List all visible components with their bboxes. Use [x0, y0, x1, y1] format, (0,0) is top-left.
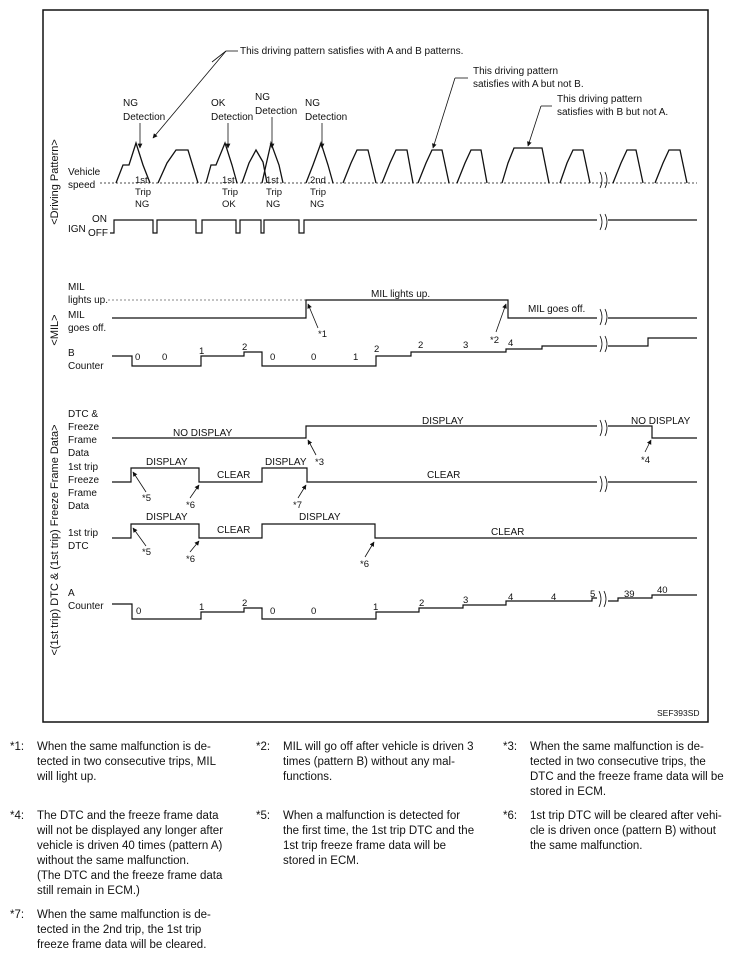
row-label-vehicle: Vehicle [68, 167, 101, 178]
break-marker-ign [600, 214, 607, 230]
row-label-trip-dtc-1: 1st trip [68, 528, 99, 539]
row-label-a-1: A [68, 588, 75, 599]
detection-3-line1: NG [255, 92, 270, 103]
a-value-5: 1 [373, 602, 379, 613]
trip-dtc-signal [112, 524, 697, 538]
break-marker-trip-freeze [600, 476, 607, 492]
row-label-b-1: B [68, 348, 75, 359]
footnote-5-text: When a malfunction is detected for the first time, the 1st trip DTC and the 1st trip freeze frame data will be stored in ECM. [283, 810, 475, 867]
footnote-1-number: *1: [10, 741, 25, 753]
row-label-dtc-2: Freeze [68, 422, 100, 433]
marker-5a: *5 [142, 493, 151, 504]
trip-dtc-display-1: DISPLAY [146, 512, 188, 523]
marker-6b-pointer [190, 541, 199, 552]
row-label-ign: IGN [68, 224, 86, 235]
footnote-2 [256, 740, 498, 785]
trip-3-line2: Trip [266, 187, 283, 198]
marker-6a-pointer [190, 485, 199, 498]
footnote-4 [10, 809, 250, 899]
row-label-mil-lights-1: MIL [68, 282, 85, 293]
footnote-6-number: *6: [503, 810, 518, 822]
marker-6c: *6 [360, 559, 369, 570]
b-value-4: 0 [270, 352, 276, 363]
detection-1-line1: NG [123, 98, 138, 109]
row-label-dtc-3: Frame [68, 435, 97, 446]
detection-1-line2: Detection [123, 112, 166, 123]
a-value-1: 1 [199, 602, 205, 613]
row-label-trip-freeze-2: Freeze [68, 475, 100, 486]
break-marker-mil [600, 309, 607, 325]
a-value-7: 3 [463, 595, 469, 606]
marker-6c-pointer [365, 542, 374, 557]
mil-lights-state: MIL lights up. [371, 289, 431, 300]
footnote-5 [256, 809, 498, 869]
footnote-7-number: *7: [10, 909, 25, 921]
mil-signal [112, 300, 697, 318]
row-label-speed: speed [68, 180, 96, 191]
ign-signal [110, 220, 697, 233]
dtc-no-display-state: NO DISPLAY [173, 428, 233, 439]
b-value-5: 0 [311, 352, 317, 363]
trip-2-line1: 1st [222, 175, 235, 186]
a-value-0: 0 [136, 606, 142, 617]
row-label-mil-off-1: MIL [68, 310, 85, 321]
footnote-2-number: *2: [256, 741, 271, 753]
trip-dtc-clear-2: CLEAR [491, 527, 525, 538]
marker-4: *4 [641, 455, 650, 466]
pointer-both-a [153, 51, 226, 138]
a-value-9: 4 [551, 592, 557, 603]
row-label-mil-lights-2: lights up. [68, 295, 109, 306]
pointer-both-b [212, 51, 226, 62]
b-value-6: 1 [353, 352, 359, 363]
ign-off-label: OFF [88, 228, 108, 239]
side-label-driving-pattern: <Driving Pattern> [49, 139, 61, 225]
marker-7: *7 [293, 500, 302, 511]
dtc-no-display-state-2: NO DISPLAY [631, 416, 691, 427]
trip-4-line3: NG [310, 199, 325, 210]
trip-3-line1: 1st [266, 175, 279, 186]
speed-pulse-10 [457, 150, 487, 183]
marker-5b: *5 [142, 547, 151, 558]
trip-dtc-clear-1: CLEAR [217, 525, 251, 536]
dtc-display-state: DISPLAY [422, 416, 464, 427]
speed-pulse-12 [560, 150, 590, 183]
footnote-3 [503, 740, 748, 800]
footnote-2-text: MIL will go off after vehicle is driven 3 times (pattern B) without any mal- functions. [283, 741, 474, 783]
trip-4-line2: Trip [310, 187, 327, 198]
trip-freeze-signal [112, 468, 697, 482]
footnote-1 [10, 740, 250, 785]
trip-1-line2: Trip [135, 187, 152, 198]
detection-2-line1: OK [211, 98, 226, 109]
speed-pulse-2 [158, 150, 198, 183]
marker-1-pointer [308, 304, 318, 328]
footnote-6 [503, 809, 748, 854]
speed-pulse-8 [382, 150, 413, 183]
b-value-9: 3 [463, 340, 469, 351]
note-b-not-a-1: This driving pattern [557, 94, 643, 105]
trip-2-line2: Trip [222, 187, 239, 198]
break-marker-a [599, 591, 606, 607]
figure-code: SEF393SD [657, 708, 700, 718]
note-both-patterns: This driving pattern satisfies with A and B patterns. [240, 46, 464, 57]
speed-pulse-14 [655, 150, 687, 183]
footnote-4-text: The DTC and the freeze frame data will not be displayed any longer after vehicle is driven 40 times (pattern A) without the same malfunction. (The DTC and the freeze frame data still remain in ECM.) [37, 810, 224, 897]
trip-freeze-display-1: DISPLAY [146, 457, 188, 468]
b-value-8: 2 [418, 340, 424, 351]
b-value-3: 2 [242, 342, 248, 353]
footnote-7-text: When the same malfunction is de- tected in the 2nd trip, the 1st trip freeze frame data will be cleared. [37, 909, 211, 951]
footnote-3-number: *3: [503, 741, 518, 753]
trip-1-line1: 1st [135, 175, 148, 186]
trip-freeze-display-2: DISPLAY [265, 457, 307, 468]
footnote-1-text: When the same malfunction is de- tected in two consecutive trips, MIL will light up. [37, 741, 216, 783]
marker-6b: *6 [186, 554, 195, 565]
row-label-mil-off-2: goes off. [68, 323, 107, 334]
detection-3-line2: Detection [255, 106, 298, 117]
speed-pulse-9 [418, 150, 449, 183]
side-label-freeze-frame: <(1st trip) DTC & (1st trip) Freeze Frame Data> [49, 424, 61, 656]
break-marker-speed [600, 172, 607, 188]
side-label-mil: <MIL> [49, 314, 61, 346]
note-a-not-b-1: This driving pattern [473, 66, 559, 77]
marker-6a: *6 [186, 500, 195, 511]
footnote-6-text: 1st trip DTC will be cleared after vehi- cle is driven once (pattern B) without the same malfunction. [530, 810, 722, 852]
break-marker-b [600, 336, 607, 352]
trip-4-line1: 2nd [310, 175, 326, 186]
mil-goes-off-state: MIL goes off. [528, 304, 586, 315]
row-label-trip-freeze-1: 1st trip [68, 462, 99, 473]
footnote-3-text: When the same malfunction is de- tected in two consecutive trips, the DTC and the freeze frame data will be stored in ECM. [530, 741, 724, 798]
trip-freeze-clear-2: CLEAR [427, 470, 461, 481]
speed-pulse-13 [613, 150, 643, 183]
footnote-7 [10, 908, 250, 953]
row-label-trip-freeze-3: Frame [68, 488, 97, 499]
b-value-2: 1 [199, 346, 205, 357]
marker-3-pointer [308, 440, 316, 455]
detection-4-line2: Detection [305, 112, 348, 123]
detection-4-line1: NG [305, 98, 320, 109]
note-b-not-a-2: satisfies with B but not A. [557, 107, 669, 118]
marker-2-pointer [496, 304, 506, 332]
a-value-2: 2 [242, 598, 248, 609]
marker-1: *1 [318, 329, 327, 340]
b-value-7: 2 [374, 344, 380, 355]
marker-5a-pointer [133, 472, 146, 492]
break-marker-dtc [600, 420, 607, 436]
ign-on-label: ON [92, 214, 107, 225]
pointer-b-not-a-arrow [528, 106, 541, 146]
marker-3: *3 [315, 457, 324, 468]
note-a-not-b-2: satisfies with A but not B. [473, 79, 584, 90]
marker-4-pointer [645, 440, 651, 452]
a-value-10: 5 [590, 589, 596, 600]
a-value-4: 0 [311, 606, 317, 617]
detection-2-line2: Detection [211, 112, 254, 123]
trip-freeze-clear-1: CLEAR [217, 470, 251, 481]
row-label-dtc-1: DTC & [68, 409, 98, 420]
row-label-a-2: Counter [68, 601, 104, 612]
footnote-5-number: *5: [256, 810, 271, 822]
a-value-8: 4 [508, 592, 514, 603]
a-value-12: 40 [657, 585, 668, 596]
trip-2-line3: OK [222, 199, 236, 210]
footnote-4-number: *4: [10, 810, 25, 822]
marker-2: *2 [490, 335, 499, 346]
a-value-6: 2 [419, 598, 425, 609]
trip-3-line3: NG [266, 199, 281, 210]
row-label-trip-dtc-2: DTC [68, 541, 89, 552]
speed-pulse-11 [502, 148, 549, 183]
row-label-dtc-4: Data [68, 448, 90, 459]
speed-pulse-7 [343, 150, 376, 183]
marker-7-pointer [298, 485, 306, 498]
a-value-3: 0 [270, 606, 276, 617]
row-label-trip-freeze-4: Data [68, 501, 90, 512]
marker-5b-pointer [133, 528, 146, 546]
b-value-10: 4 [508, 338, 514, 349]
pointer-a-not-b-arrow [433, 78, 455, 148]
b-value-0: 0 [135, 352, 141, 363]
trip-1-line3: NG [135, 199, 150, 210]
a-value-11: 39 [624, 589, 635, 600]
row-label-b-2: Counter [68, 361, 104, 372]
trip-dtc-display-2: DISPLAY [299, 512, 341, 523]
b-value-1: 0 [162, 352, 168, 363]
